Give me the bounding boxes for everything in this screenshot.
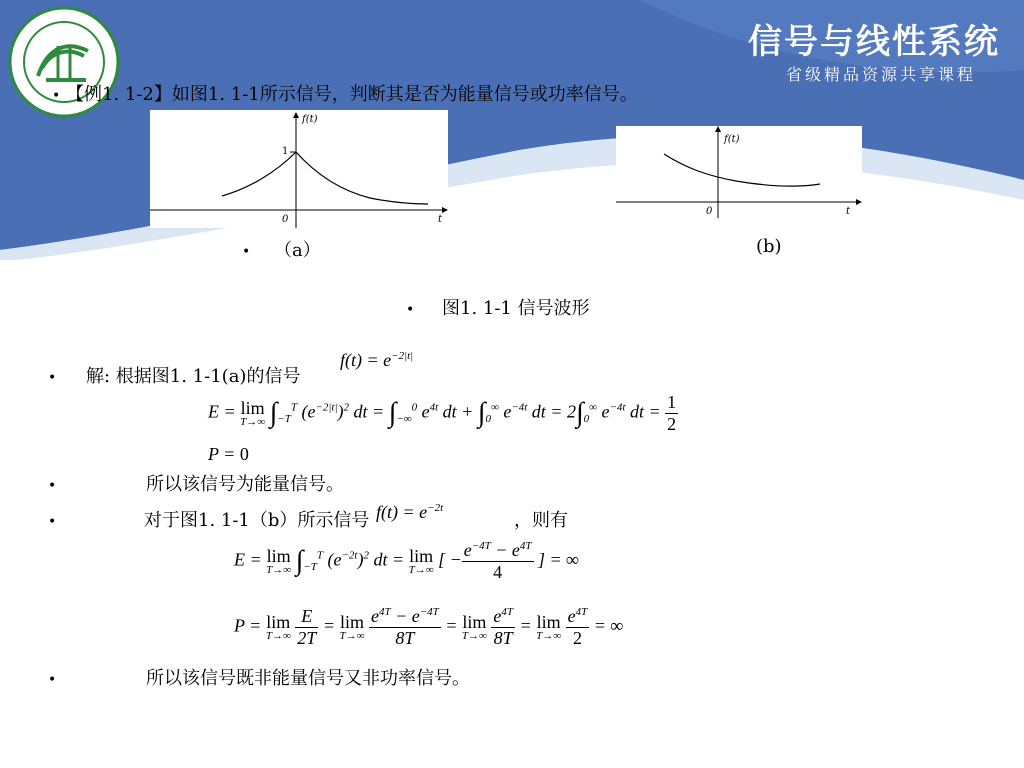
figure-a-label-line: • （a） <box>242 240 321 261</box>
course-subtitle: 省级精品资源共享课程 <box>785 65 976 84</box>
conclusion-b: 所以该信号既非能量信号又非功率信号。 <box>146 668 470 689</box>
power-b-formula: P = lim T→∞ $\frac{E}{2T}$ = lim T→∞ $\frac{e^{4T} - e^{-4T}}{8T}$ = lim T→∞ $\frac{e^{4T}}{8T}$ = lim T→∞ $\frac{e^{4T}}{2}$ = ∞ <box>234 606 624 648</box>
figure-a-axis-x: t <box>438 214 443 225</box>
figure-a-axis-y: f(t) <box>302 114 318 125</box>
figure-b-origin: 0 <box>706 206 713 217</box>
figure-caption: 图1. 1-1 信号波形 <box>442 298 590 319</box>
solution-intro-line: • 解: 根据图1. 1-1(a)的信号 <box>48 366 301 387</box>
figure-caption-line: • 图1. 1-1 信号波形 <box>406 298 590 319</box>
power-a-formula: P = 0 <box>208 444 249 464</box>
example-title <box>52 80 638 106</box>
intro-b: 对于图1. 1-1（b）所示信号 <box>144 510 370 531</box>
figure-b-axis-y: f(t) <box>724 134 740 145</box>
figure-b-plot <box>616 126 862 218</box>
solution-intro: 解: 根据图1. 1-1(a)的信号 <box>86 366 301 387</box>
course-title: 信号与线性系统 <box>748 22 1000 62</box>
intro-b-line: • 对于图1. 1-1（b）所示信号 <box>48 510 370 531</box>
figure-a-label: （a） <box>274 240 321 261</box>
bullet-icon: • <box>52 88 61 104</box>
figure-a-plot <box>150 110 448 228</box>
figure-a-peak: 1 <box>282 146 289 157</box>
conclusion-b-line: • 所以该信号既非能量信号又非功率信号。 <box>48 668 470 689</box>
energy-b-formula: E = lim T→∞ $\int_{-T}^T$ $(e^{-2t})^2$ dt = lim T→∞ [ − $\frac{e^{-4T} - e^{4T}}{4}$ ] = ∞ <box>234 540 580 582</box>
func-a-formula: $f(t) = e^{-2|t|}$ <box>340 350 414 370</box>
then-text: ，则有 <box>514 510 568 531</box>
conclusion-a: 所以该信号为能量信号。 <box>146 474 344 495</box>
figure-a-origin: 0 <box>282 214 289 225</box>
example-title-text: 【例1. 1-2】如图1. 1-1所示信号，判断其是否为能量信号或功率信号。 <box>66 84 638 105</box>
func-b-formula: $f(t) = e^{-2t}$ <box>376 502 444 522</box>
figure-b-label: (b) <box>756 236 782 257</box>
figure-b-axis-x: t <box>846 206 851 217</box>
energy-a-formula: E = lim T→∞ $\int_{-T}^T$ $(e^{-2|t|})^2$ dt = $\int_{-\infty}^0$ $e^{4t}$ dt + $\int_0^\infty$ $e^{-4t}$ dt = $2\int_0^\infty$ $e^{-4t}$ dt = $\frac{1}{2}$ <box>208 392 677 434</box>
conclusion-a-line: • 所以该信号为能量信号。 <box>48 474 344 495</box>
